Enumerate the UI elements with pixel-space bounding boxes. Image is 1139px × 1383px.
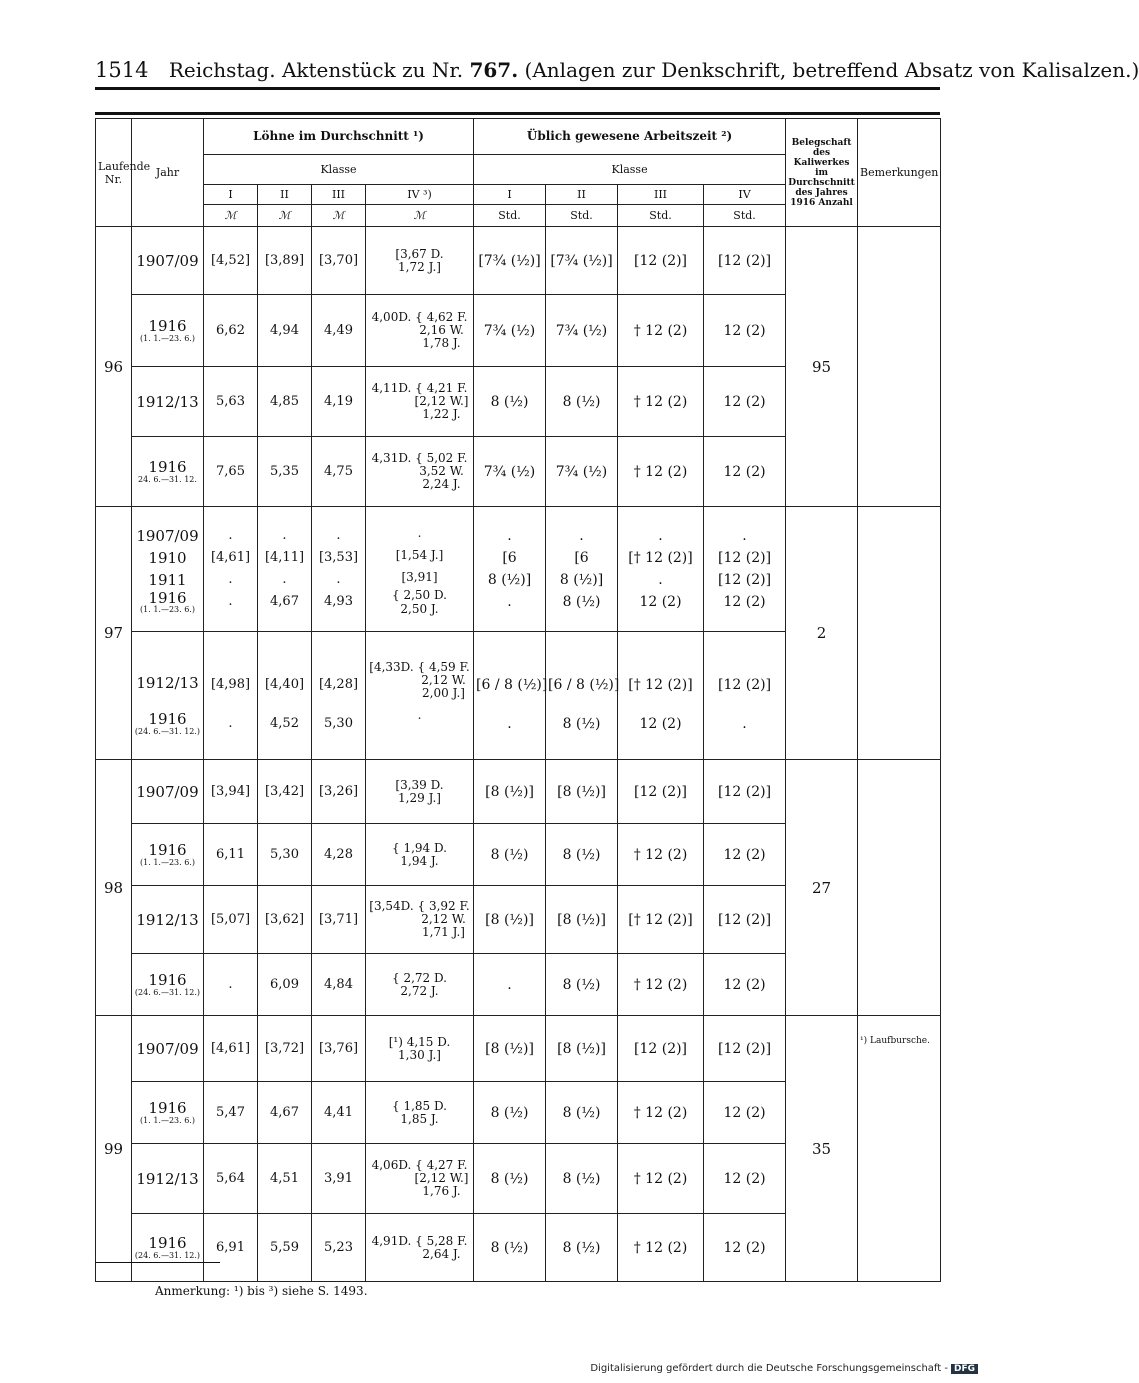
hours-iii: † 12 (2) [618,1082,704,1144]
wage-value: . [336,572,341,587]
wage-value: . [336,528,341,543]
wage-iv-line: 1,22 J. [422,407,461,421]
wage-iv [366,507,474,632]
hours-value: . [507,528,512,544]
wage-i [204,507,258,632]
wage-value: [4,28] [318,676,359,692]
wage-iv-line: 1,29 J.] [398,790,441,805]
wage-iv [366,1214,474,1282]
year-label: 1907/09 [136,782,199,801]
hours-value: [12 (2)] [718,572,772,588]
hours-iv [704,507,786,632]
page-header [95,58,1139,82]
wage-ii: [3,72] [258,1016,312,1082]
col-class-iii: III [312,185,366,205]
hours-i: . [474,954,546,1016]
wage-iv-line: { 2,72 D. [392,970,447,985]
hours-iii: [† 12 (2)] [618,886,704,954]
wage-iv-line: 2,00 J.] [422,686,465,700]
wage-iv [366,227,474,295]
hours-iii: [12 (2)] [618,1016,704,1082]
bemerkung [858,760,941,1016]
wage-value: 4,93 [324,594,353,609]
wage-iv-line: { 2,50 D. [392,588,447,602]
year-label: 1916 [148,1099,187,1117]
bemerkung [858,507,941,760]
wage-iv-line: [3,54D. { 3,92 F. [369,899,470,913]
wage-i: 5,47 [204,1082,258,1144]
col-class-iv: IV ³) [366,185,474,205]
wage-iv-line: 1,30 J.] [398,1047,441,1062]
wage-iv-line: 2,16 W. [419,323,464,337]
hours-i: 7¾ (½) [474,295,546,367]
unit-mark: ℳ [312,205,366,227]
row-year [132,632,204,760]
hours-iv: 12 (2) [704,1082,786,1144]
header-reichstag: Reichstag. [168,58,276,82]
wage-iv [366,954,474,1016]
hours-iv: [12 (2)] [704,227,786,295]
year-period: (24. 6.—31. 12.) [134,988,201,997]
hours-value: 8 (½) [562,594,601,610]
wage-iv-line: 1,78 J. [422,336,461,350]
col-class-i: I [204,185,258,205]
wage-value: [4,61] [210,550,251,565]
hours-i [474,507,546,632]
wage-value: [4,98] [210,676,251,692]
wage-iv-line: 4,11D. { 4,21 F. [371,381,468,395]
unit-mark: ℳ [204,205,258,227]
hours-i: 7¾ (½) [474,437,546,507]
col-laufende-nr: Laufende Nr. [96,119,132,227]
wage-iv-line: { 1,94 D. [392,840,447,855]
wage-iv [366,1144,474,1214]
hours-ii: 8 (½) [546,1144,618,1214]
wage-ii: 4,67 [258,1082,312,1144]
wage-iv-line: 2,24 J. [422,477,461,491]
wage-ii: 5,30 [258,824,312,886]
wage-iv [366,1016,474,1082]
hours-value: 12 (2) [639,715,682,732]
hours-ii [546,632,618,760]
year-period: (24. 6.—31. 12.) [134,1251,201,1260]
col-bemerkungen: Bemerkungen [858,119,941,227]
wage-value: . [228,594,233,609]
hours-value: . [579,528,584,544]
wage-iv-line: [3,67 D. [395,246,444,261]
hours-i: [8 (½)] [474,760,546,824]
row-year [132,507,204,632]
wage-i: 7,65 [204,437,258,507]
hours-iii: † 12 (2) [618,824,704,886]
table-row [96,507,941,632]
wage-iv-line: 4,31D. { 5,02 F. [371,451,468,465]
hours-iv [704,632,786,760]
wage-value: . [228,528,233,543]
wage-iv-line: 1,72 J.] [398,259,441,274]
wage-ii: 5,35 [258,437,312,507]
wage-ii: 6,09 [258,954,312,1016]
wage-i: . [204,954,258,1016]
hours-value: [12 (2)] [718,550,772,566]
hours-ii [546,507,618,632]
hours-iii: † 12 (2) [618,437,704,507]
hours-iv: 12 (2) [704,1144,786,1214]
row-year [132,1082,204,1144]
col-jahr: Jahr [132,119,204,227]
row-nr: 99 [96,1016,132,1282]
hours-value: [6 [502,550,517,566]
table-top-rule [95,112,940,115]
hours-i: 8 (½) [474,1214,546,1282]
wage-iii: 4,49 [312,295,366,367]
hours-iv: 12 (2) [704,1214,786,1282]
hours-iv: 12 (2) [704,367,786,437]
header-doc-number: 767. [469,58,519,82]
hours-ii: 8 (½) [546,1082,618,1144]
wage-iv-line: 1,94 J. [400,853,439,868]
wage-iii: 4,28 [312,824,366,886]
hours-ii: [7¾ (½)] [546,227,618,295]
wage-i: [3,94] [204,760,258,824]
hours-value: 12 (2) [723,594,766,610]
year-label: 1912/13 [136,674,199,692]
wage-i: 6,91 [204,1214,258,1282]
wage-iv-line: [2,12 W.] [414,394,469,408]
wage-iv-line: 4,91D. { 5,28 F. [371,1233,468,1248]
wage-iv-line: . [417,526,422,540]
wage-iv-line: [3,39 D. [395,777,444,792]
hours-iii: † 12 (2) [618,295,704,367]
wage-ii: 4,51 [258,1144,312,1214]
wage-iv-line: 2,72 J. [400,983,439,998]
wage-iii: [3,70] [312,227,366,295]
col-class-ii: II [258,185,312,205]
year-label: 1916 [148,1234,187,1252]
col-hrs-class-iv: IV [704,185,786,205]
hours-value: . [742,715,747,732]
wage-value: 4,67 [270,594,299,609]
year-label: 1916 [148,841,187,859]
bemerkung [858,227,941,507]
credit-text: Digitalisierung gefördert durch die Deutsche Forschungsgemeinschaft - [590,1363,948,1374]
wage-value: . [282,572,287,587]
year-label: 1912/13 [136,1169,199,1188]
wage-iii: [3,71] [312,886,366,954]
wage-i: [5,07] [204,886,258,954]
wage-iv-line: 1,71 J.] [422,925,465,939]
year-label: 1916 [148,971,187,989]
footnote-rule [95,1262,220,1263]
col-arbeitszeit: Üblich gewesene Arbeitszeit ²) [474,119,786,155]
wage-value: [4,40] [264,676,305,692]
wage-ii [258,632,312,760]
wage-value: . [282,528,287,543]
wage-ii: [3,62] [258,886,312,954]
hours-iii: [12 (2)] [618,227,704,295]
wage-iv-line: [1,54 J.] [395,548,444,562]
year-label: 1916 [148,710,187,728]
hours-value: [† 12 (2)] [628,676,693,693]
wage-value: . [228,572,233,587]
col-klasse-zeit: Klasse [474,155,786,185]
hours-value: . [742,528,747,544]
row-year [132,1016,204,1082]
hours-iv: 12 (2) [704,295,786,367]
row-year [132,295,204,367]
hours-iii: † 12 (2) [618,367,704,437]
wage-iv-line: 2,12 W. [421,912,466,926]
wage-iv [366,760,474,824]
hours-i: 8 (½) [474,367,546,437]
hours-i: [8 (½)] [474,886,546,954]
wage-iv-line: [3,91] [401,570,438,584]
wage-ii: 5,59 [258,1214,312,1282]
wage-iii [312,632,366,760]
wage-i: 6,11 [204,824,258,886]
wage-iii: 4,19 [312,367,366,437]
wage-i: 6,62 [204,295,258,367]
year-label: 1916 [148,317,187,335]
wage-iii: 4,41 [312,1082,366,1144]
wage-iii: 4,84 [312,954,366,1016]
wage-iv-line: { 1,85 D. [392,1098,447,1113]
hours-i: [8 (½)] [474,1016,546,1082]
hours-value: 8 (½)] [487,572,532,588]
wage-iv-line: . [417,708,422,722]
wage-iv [366,367,474,437]
hours-iii [618,632,704,760]
unit-mark: ℳ [258,205,312,227]
footnote: Anmerkung: ¹) bis ³) siehe S. 1493. [155,1284,368,1298]
col-hrs-class-iii: III [618,185,704,205]
hours-i [474,632,546,760]
hours-iii [618,507,704,632]
digitization-credit [590,1363,978,1374]
wage-iii: [3,26] [312,760,366,824]
dfg-logo: DFG [951,1364,978,1374]
col-belegschaft: Belegschaft des Kaliwerkes im Durchschnitt des Jahres 1916 Anzahl [786,119,858,227]
year-label: 1907/09 [136,251,199,270]
wage-ii: [3,42] [258,760,312,824]
hours-ii: [8 (½)] [546,1016,618,1082]
belegschaft-count: 27 [786,760,858,1016]
row-year [132,437,204,507]
year-label: 1910 [148,548,187,567]
wage-iv-line: [¹) 4,15 D. [388,1034,451,1049]
page-number: 1514 [95,58,149,82]
hours-iv: 12 (2) [704,824,786,886]
table-row [96,1016,941,1082]
hours-iii: [12 (2)] [618,760,704,824]
wage-i: [4,61] [204,1016,258,1082]
wage-table [95,118,941,1282]
hours-i: 8 (½) [474,1144,546,1214]
hours-value: . [507,715,512,732]
row-year [132,886,204,954]
hours-ii: 8 (½) [546,367,618,437]
hours-i: [7¾ (½)] [474,227,546,295]
hours-value: [6 / 8 (½)] [548,676,620,693]
hours-iv: [12 (2)] [704,760,786,824]
hours-iv: 12 (2) [704,437,786,507]
wage-value: [4,11] [264,550,305,565]
row-year [132,824,204,886]
wage-iv [366,632,474,760]
wage-i: [4,52] [204,227,258,295]
row-year [132,367,204,437]
hours-iv: 12 (2) [704,954,786,1016]
hours-value: [12 (2)] [718,676,772,693]
row-nr: 97 [96,507,132,760]
table-row [96,760,941,824]
wage-iv-line: 2,50 J. [400,602,439,616]
hours-i: 8 (½) [474,824,546,886]
hours-value: [6 / 8 (½)] [476,676,548,693]
hours-i: 8 (½) [474,1082,546,1144]
hours-ii: 8 (½) [546,824,618,886]
wage-i: 5,63 [204,367,258,437]
year-period: (1. 1.—23. 6.) [140,604,195,614]
hours-value: [6 [574,550,589,566]
hours-iv: [12 (2)] [704,886,786,954]
hours-value: 8 (½) [562,715,601,732]
hours-iii: † 12 (2) [618,954,704,1016]
year-period: (1. 1.—23. 6.) [140,1116,195,1125]
wage-value: . [228,715,233,731]
year-label: 1911 [148,570,187,589]
hours-iv: [12 (2)] [704,1016,786,1082]
belegschaft-count: 2 [786,507,858,760]
wage-iv-line: [4,33D. { 4,59 F. [369,660,470,674]
hours-value: . [658,528,663,544]
wage-iv-line: [2,12 W.] [414,1171,469,1185]
year-label: 1916 [148,588,187,607]
hours-value: 12 (2) [639,594,682,610]
table-row [96,227,941,295]
wage-i [204,632,258,760]
hours-value: . [658,572,663,588]
wage-iv [366,437,474,507]
hours-ii: 7¾ (½) [546,437,618,507]
wage-iii [312,507,366,632]
hours-iii: † 12 (2) [618,1214,704,1282]
col-klasse-loehne: Klasse [204,155,474,185]
row-year [132,1144,204,1214]
wage-iii: [3,76] [312,1016,366,1082]
row-year [132,954,204,1016]
wage-iv-line: 1,85 J. [400,1111,439,1126]
year-label: 1916 [148,458,187,476]
hours-ii: 7¾ (½) [546,295,618,367]
header-aktenstueck: Aktenstück zu Nr. [281,58,464,82]
wage-iv-line: 2,12 W. [421,673,466,687]
year-label: 1912/13 [136,392,199,411]
col-hrs-class-i: I [474,185,546,205]
wage-iii: 4,75 [312,437,366,507]
hours-ii: [8 (½)] [546,760,618,824]
wage-iii: 5,23 [312,1214,366,1282]
hours-value: . [507,594,512,610]
wage-iv-line: 3,52 W. [419,464,464,478]
wage-iv [366,295,474,367]
row-year [132,227,204,295]
unit-std: Std. [546,205,618,227]
wage-value: 5,30 [324,715,353,731]
hours-ii: 8 (½) [546,954,618,1016]
header-subtitle: (Anlagen zur Denkschrift, betreffend Absatz von Kalisalzen.) [524,58,1139,82]
wage-ii: 4,94 [258,295,312,367]
year-label: 1907/09 [136,1039,199,1058]
col-hrs-class-ii: II [546,185,618,205]
wage-iv [366,886,474,954]
col-loehne: Löhne im Durchschnitt ¹) [204,119,474,155]
hours-value: 8 (½)] [559,572,604,588]
wage-ii: [3,89] [258,227,312,295]
unit-std: Std. [474,205,546,227]
wage-ii: 4,85 [258,367,312,437]
unit-std: Std. [618,205,704,227]
unit-std: Std. [704,205,786,227]
wage-ii [258,507,312,632]
hours-ii: [8 (½)] [546,886,618,954]
wage-i: 5,64 [204,1144,258,1214]
wage-iv-line: 1,76 J. [422,1184,461,1198]
unit-mark: ℳ [366,205,474,227]
belegschaft-count: 95 [786,227,858,507]
hours-ii: 8 (½) [546,1214,618,1282]
row-nr: 96 [96,227,132,507]
wage-iv [366,1082,474,1144]
year-period: (1. 1.—23. 6.) [140,858,195,867]
year-period: (1. 1.—23. 6.) [140,334,195,343]
wage-value: [3,53] [318,550,359,565]
wage-value: 4,52 [270,715,299,731]
hours-iii: † 12 (2) [618,1144,704,1214]
row-nr: 98 [96,760,132,1016]
wage-iii: 3,91 [312,1144,366,1214]
header-rule [95,87,940,90]
wage-iv [366,824,474,886]
wage-iv-line: 2,64 J. [422,1246,461,1261]
year-period: 24. 6.—31. 12. [138,475,197,484]
year-period: (24. 6.—31. 12.) [134,727,201,736]
hours-value: [† 12 (2)] [628,550,693,566]
belegschaft-count: 35 [786,1016,858,1282]
row-year [132,1214,204,1282]
wage-iv-line: 4,00D. { 4,62 F. [371,310,468,324]
row-year [132,760,204,824]
bemerkung: ¹) Laufbursche. [858,1016,941,1282]
year-label: 1912/13 [136,910,199,929]
wage-iv-line: 4,06D. { 4,27 F. [371,1158,468,1172]
year-label: 1907/09 [136,526,199,545]
